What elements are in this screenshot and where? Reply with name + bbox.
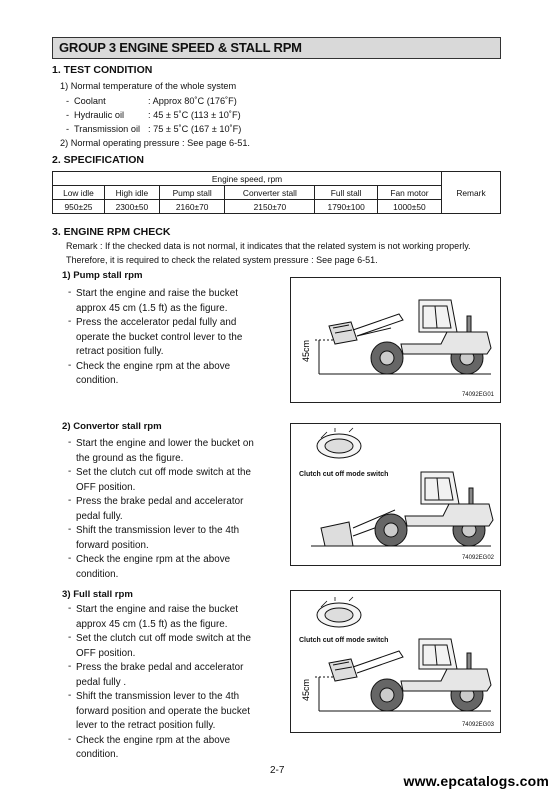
step-line: - Shift the transmission lever to the 4th (68, 690, 240, 702)
step-line: - Set the clutch cut off mode switch at the (68, 632, 252, 644)
step-line: pedal fully . (76, 676, 127, 688)
spec-table (52, 171, 501, 214)
watermark: www.epcatalogs.com (403, 773, 549, 789)
remark-line-2: Therefore, it is required to check the related system pressure : See page 6-51. (66, 255, 378, 265)
transmission-value: : 75 ± 5˚C (167 ± 10˚F) (148, 124, 242, 134)
hydraulic-value: : 45 ± 5˚C (113 ± 10˚F) (148, 110, 241, 120)
step-line: forward position. (76, 539, 149, 551)
pump-stall-steps (62, 287, 242, 389)
height-label: 45cm (301, 339, 311, 362)
full-stall-title: 3) Full stall rpm (62, 589, 133, 600)
coolant-value: : Approx 80˚C (176˚F) (148, 96, 237, 106)
step-line: forward position and operate the bucket (76, 705, 251, 717)
test-condition-line-2: 2) Normal operating pressure : See page 6-51. (60, 138, 250, 148)
pump-stall-figure (290, 277, 501, 403)
figure-caption: Clutch cut off mode switch (299, 471, 389, 478)
section-2-title: 2. SPECIFICATION (52, 154, 144, 166)
figure-code: 74092EG02 (461, 555, 494, 561)
step-line: - Start the engine and raise the bucket (68, 603, 238, 615)
spec-cell: 2150±70 (225, 200, 315, 214)
step-line: OFF position. (76, 647, 136, 659)
step-line: - Start the engine and lower the bucket on (68, 437, 254, 449)
step-line: - Press the brake pedal and accelerator (68, 661, 244, 673)
condition-hydraulic-oil: - Hydraulic oil : 45 ± 5˚C (113 ± 10˚F) (66, 110, 241, 120)
step-line: pedal fully. (76, 510, 123, 522)
step-line: - Start the engine and raise the bucket (68, 287, 238, 299)
step-line: - Check the engine rpm at the above (68, 359, 231, 372)
step-line: retract position fully. (76, 346, 164, 357)
step-line: condition. (76, 749, 119, 760)
convertor-stall-figure (290, 423, 501, 566)
spec-cell: 1790±100 (315, 200, 377, 214)
step-line: - Press the brake pedal and accelerator (68, 495, 244, 507)
step-line: operate the bucket control lever to the (76, 331, 243, 343)
step-line: - Press the accelerator pedal fully and (68, 316, 237, 328)
spec-cell: 2300±50 (104, 200, 159, 214)
group-title: GROUP 3 ENGINE SPEED & STALL RPM (52, 37, 501, 59)
full-stall-steps (62, 603, 251, 763)
spec-col-header: Full stall (315, 186, 377, 200)
pump-stall-title: 1) Pump stall rpm (62, 270, 143, 281)
spec-col-header: Fan motor (377, 186, 441, 200)
step-line: - Check the engine rpm at the above (68, 733, 231, 746)
spec-col-header: Low idle (53, 186, 105, 200)
figure-code: 74092EG01 (461, 392, 494, 398)
test-condition-line-1: 1) Normal temperature of the whole system (60, 81, 237, 91)
convertor-stall-steps (62, 437, 254, 582)
spec-cell: 2160±70 (159, 200, 225, 214)
step-line: - Shift the transmission lever to the 4th (68, 524, 240, 536)
spec-group-header: Engine speed, rpm (53, 172, 442, 186)
full-stall-figure (290, 590, 501, 733)
spec-col-header: High idle (104, 186, 159, 200)
spec-col-header: Converter stall (225, 186, 315, 200)
wheel-loader-raised-bucket-switch-illustration (291, 591, 500, 732)
figure-code: 74092EG03 (461, 722, 494, 728)
transmission-label: Transmission oil (74, 124, 141, 134)
hydraulic-label: Hydraulic oil (74, 110, 125, 120)
height-label: 45cm (301, 678, 311, 701)
step-line: the ground as the figure. (76, 452, 184, 464)
condition-transmission-oil: - Transmission oil : 75 ± 5˚C (167 ± 10˚F) (66, 124, 242, 134)
coolant-label: Coolant (74, 96, 106, 106)
remark-line-1: Remark : If the checked data is not normal, it indicates that the related system is not working properly. (66, 241, 471, 251)
section-3-title: 3. ENGINE RPM CHECK (52, 226, 171, 238)
figure-caption: Clutch cut off mode switch (299, 637, 389, 644)
step-line: approx 45 cm (1.5 ft) as the figure. (76, 302, 228, 314)
step-line: approx 45 cm (1.5 ft) as the figure. (76, 618, 228, 630)
wheel-loader-lowered-bucket-illustration (291, 424, 500, 565)
section-1-title: 1. TEST CONDITION (52, 64, 153, 76)
spec-remark-header: Remark (442, 172, 501, 214)
convertor-stall-title: 2) Convertor stall rpm (62, 421, 162, 432)
spec-cell: 1000±50 (377, 200, 441, 214)
condition-coolant: - Coolant : Approx 80˚C (176˚F) (66, 96, 237, 106)
wheel-loader-raised-bucket-illustration (291, 278, 500, 402)
step-line: OFF position. (76, 481, 136, 493)
step-line: condition. (76, 568, 119, 580)
page-number: 2-7 (270, 765, 285, 776)
step-line: - Set the clutch cut off mode switch at the (68, 466, 252, 478)
step-line: - Check the engine rpm at the above (68, 553, 231, 565)
spec-cell: 950±25 (53, 200, 105, 214)
spec-col-header: Pump stall (159, 186, 225, 200)
step-line: lever to the retract position fully. (76, 720, 216, 731)
step-line: condition. (76, 375, 119, 386)
